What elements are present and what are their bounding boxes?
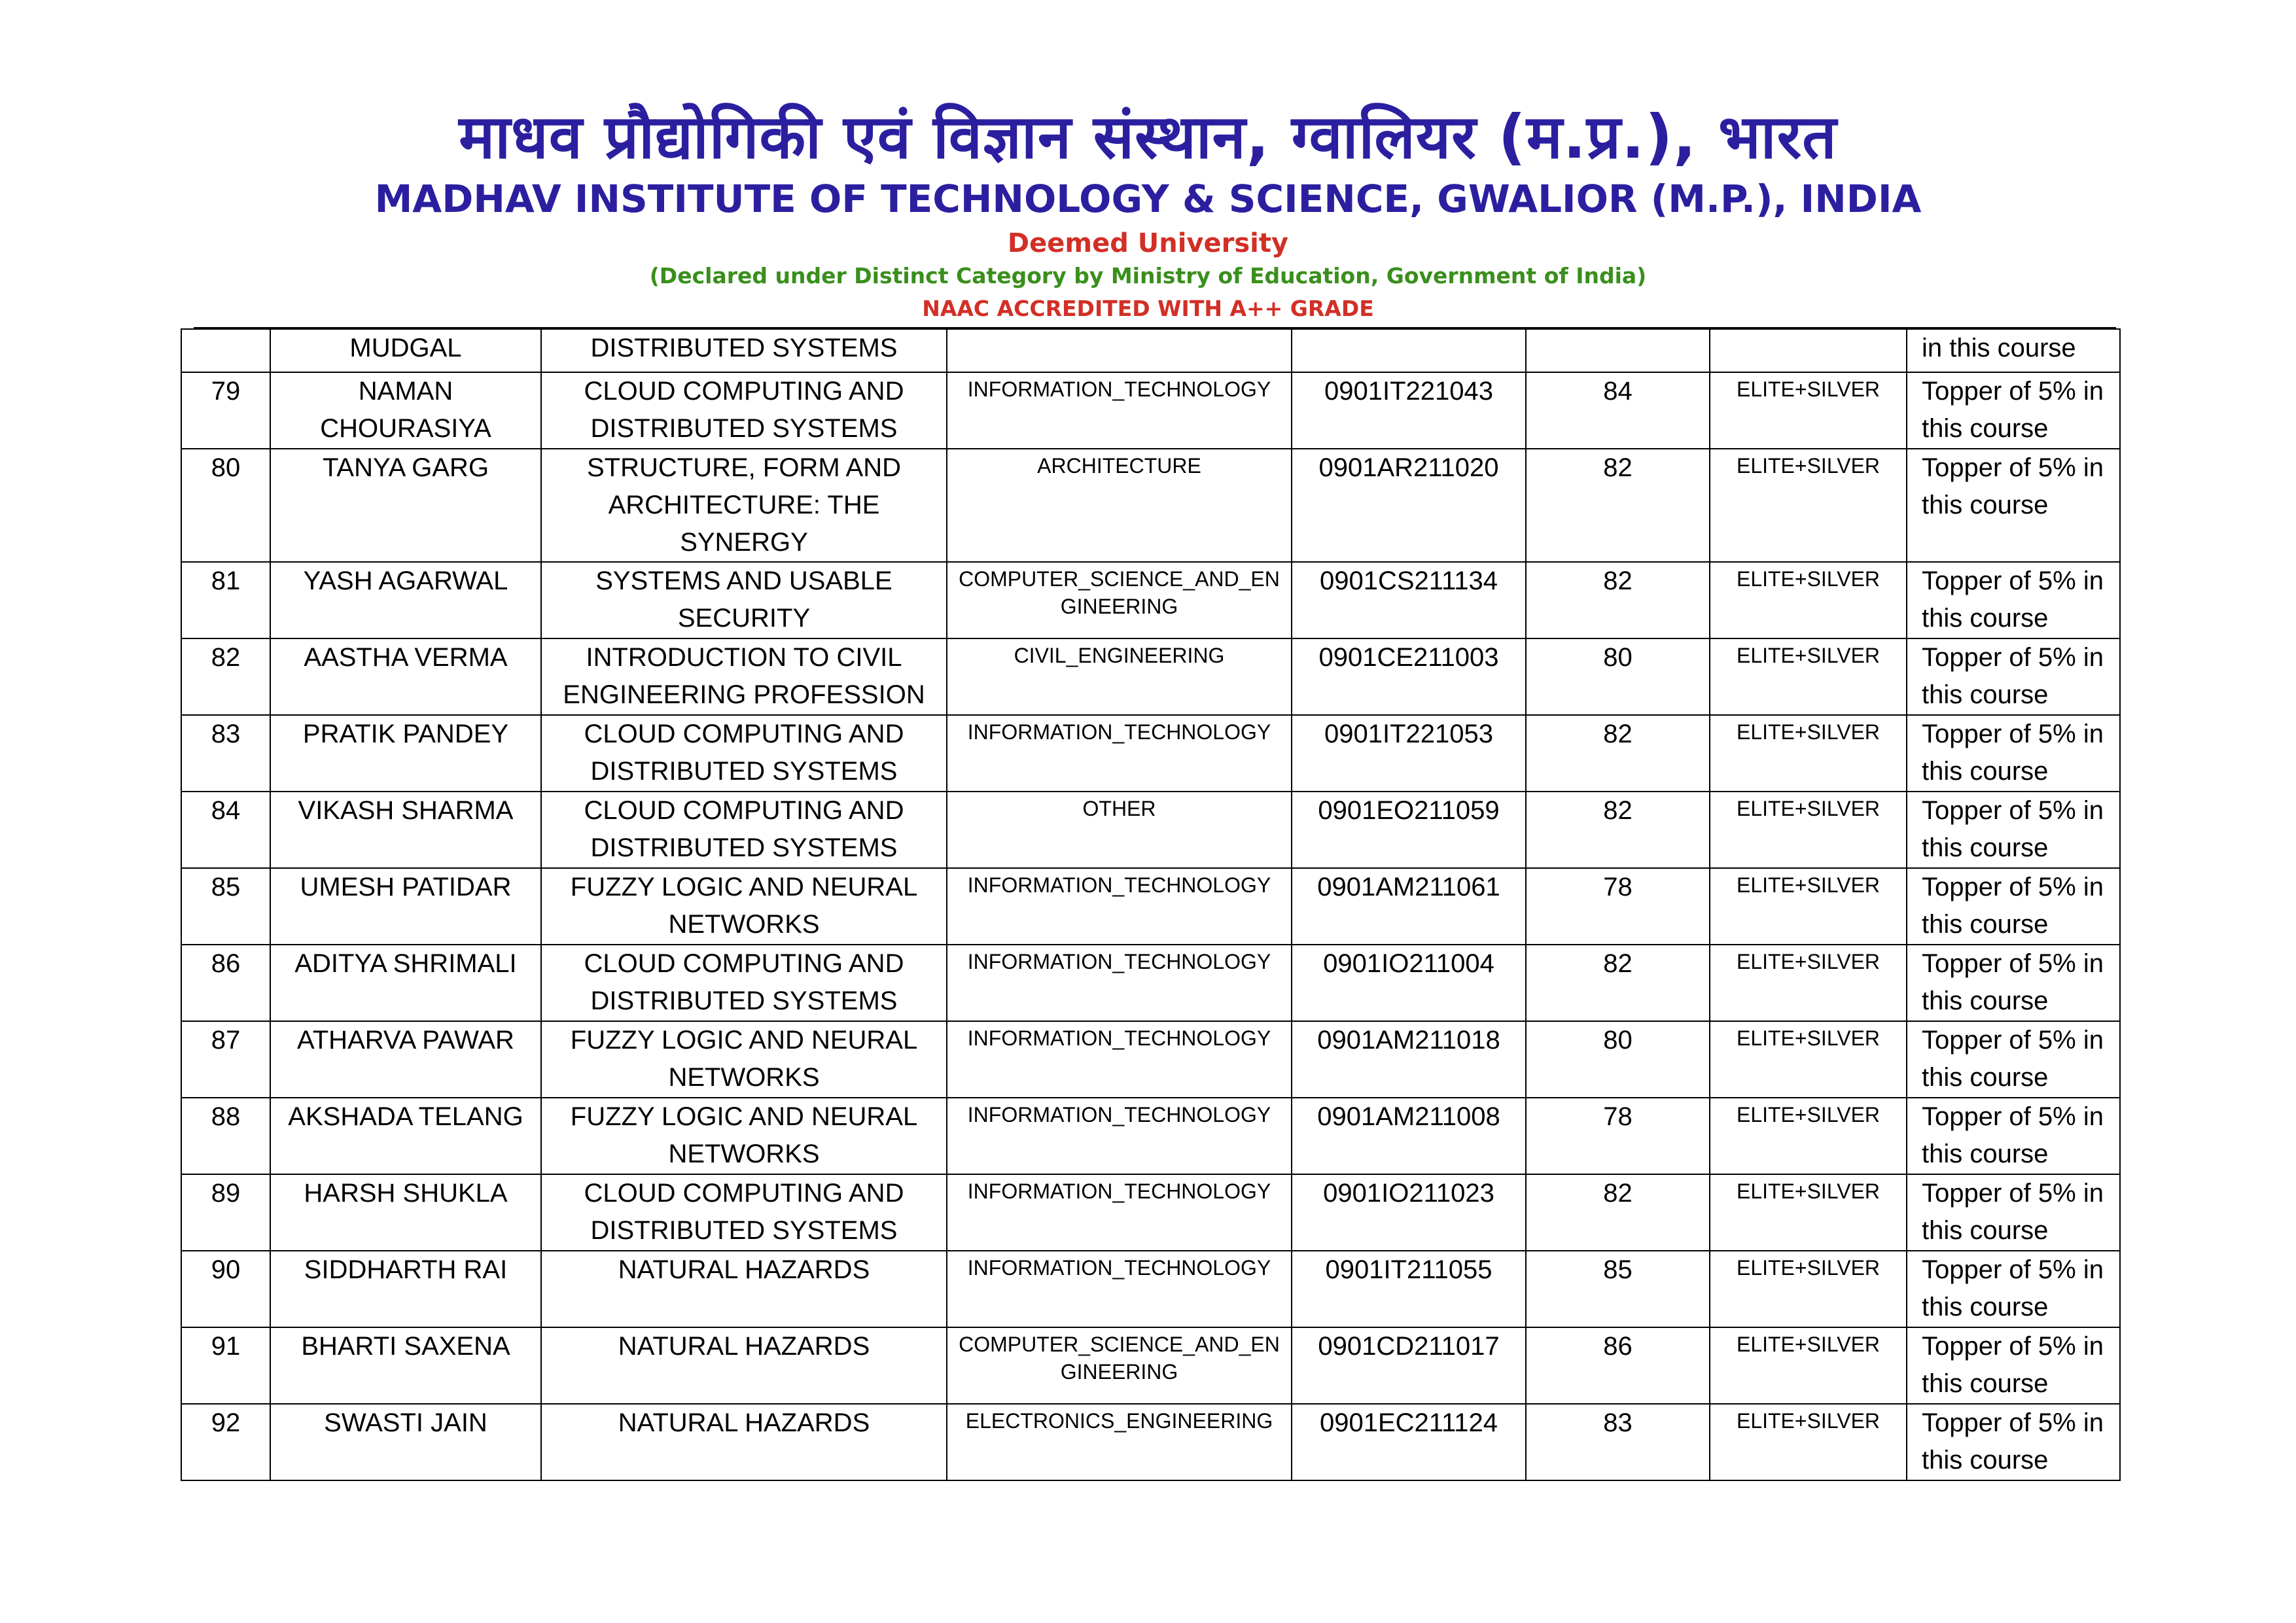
cell-remark: Topper of 5% in this course [1907,792,2120,868]
cell-enrollment: 0901IT221043 [1292,372,1526,449]
cell-remark: Topper of 5% in this course [1907,1404,2120,1480]
cell-enrollment: 0901CD211017 [1292,1327,1526,1404]
cell-sno: 88 [181,1098,270,1174]
cell-discipline: INFORMATION_TECHNOLOGY [947,1098,1292,1174]
cell-enrollment: 0901AM211061 [1292,868,1526,945]
cell-discipline [947,329,1292,372]
cell-certificate: ELITE+SILVER [1710,372,1907,449]
cell-sno: 91 [181,1327,270,1404]
cell-name: UMESH PATIDAR [270,868,541,945]
cell-discipline: OTHER [947,792,1292,868]
cell-sno: 89 [181,1174,270,1251]
cell-name: SIDDHARTH RAI [270,1251,541,1327]
cell-remark: Topper of 5% in this course [1907,638,2120,715]
table-row [181,449,2120,562]
cell-certificate: ELITE+SILVER [1710,1251,1907,1327]
table-row [181,1251,2120,1327]
cell-discipline: CIVIL_ENGINEERING [947,638,1292,715]
cell-course: CLOUD COMPUTING AND DISTRIBUTED SYSTEMS [541,372,947,449]
cell-name: PRATIK PANDEY [270,715,541,792]
cell-sno: 85 [181,868,270,945]
cell-sno: 79 [181,372,270,449]
table-row [181,792,2120,868]
cell-certificate: ELITE+SILVER [1710,1098,1907,1174]
cell-sno: 90 [181,1251,270,1327]
cell-certificate: ELITE+SILVER [1710,868,1907,945]
cell-score: 82 [1526,945,1710,1021]
cell-certificate: ELITE+SILVER [1710,562,1907,638]
cell-score: 85 [1526,1251,1710,1327]
institute-title-hindi: माधव प्रौद्योगिकी एवं विज्ञान संस्थान, ग्वालियर (म.प्र.), भारत [459,102,1837,172]
table-row [181,1327,2120,1404]
cell-enrollment: 0901CS211134 [1292,562,1526,638]
cell-name: AASTHA VERMA [270,638,541,715]
table-row [181,1098,2120,1174]
cell-certificate: ELITE+SILVER [1710,945,1907,1021]
cell-name: BHARTI SAXENA [270,1327,541,1404]
cell-enrollment: 0901CE211003 [1292,638,1526,715]
cell-score: 78 [1526,1098,1710,1174]
cell-certificate: ELITE+SILVER [1710,638,1907,715]
cell-certificate: ELITE+SILVER [1710,792,1907,868]
cell-course: CLOUD COMPUTING AND DISTRIBUTED SYSTEMS [541,945,947,1021]
cell-score [1526,329,1710,372]
cell-remark: Topper of 5% in this course [1907,372,2120,449]
cell-remark: Topper of 5% in this course [1907,1021,2120,1098]
cell-name: TANYA GARG [270,449,541,562]
cell-course: STRUCTURE, FORM AND ARCHITECTURE: THE SYNERGY [541,449,947,562]
institute-title-english: MADHAV INSTITUTE OF TECHNOLOGY & SCIENCE, GWALIOR (M.P.), INDIA [374,177,1922,221]
cell-sno: 86 [181,945,270,1021]
results-table [181,328,2121,1481]
cell-enrollment: 0901EC211124 [1292,1404,1526,1480]
cell-sno: 83 [181,715,270,792]
cell-discipline: INFORMATION_TECHNOLOGY [947,1251,1292,1327]
cell-sno [181,329,270,372]
table-row [181,638,2120,715]
cell-sno: 81 [181,562,270,638]
cell-remark: Topper of 5% in this course [1907,1251,2120,1327]
cell-course: FUZZY LOGIC AND NEURAL NETWORKS [541,1021,947,1098]
cell-course: CLOUD COMPUTING AND DISTRIBUTED SYSTEMS [541,1174,947,1251]
cell-remark: Topper of 5% in this course [1907,1098,2120,1174]
cell-name: SWASTI JAIN [270,1404,541,1480]
cell-name: ADITYA SHRIMALI [270,945,541,1021]
cell-name: ATHARVA PAWAR [270,1021,541,1098]
table-row [181,562,2120,638]
cell-sno: 82 [181,638,270,715]
cell-course: INTRODUCTION TO CIVIL ENGINEERING PROFESSION [541,638,947,715]
cell-name: YASH AGARWAL [270,562,541,638]
cell-name: MUDGAL [270,329,541,372]
cell-remark: Topper of 5% in this course [1907,868,2120,945]
cell-score: 80 [1526,1021,1710,1098]
cell-discipline: INFORMATION_TECHNOLOGY [947,1174,1292,1251]
table-row [181,372,2120,449]
cell-remark: in this course [1907,329,2120,372]
cell-certificate: ELITE+SILVER [1710,1021,1907,1098]
declaration-note: (Declared under Distinct Category by Ministry of Education, Government of India) [649,263,1647,288]
cell-enrollment: 0901AM211008 [1292,1098,1526,1174]
cell-certificate: ELITE+SILVER [1710,449,1907,562]
cell-score: 80 [1526,638,1710,715]
cell-enrollment: 0901AM211018 [1292,1021,1526,1098]
cell-remark: Topper of 5% in this course [1907,1174,2120,1251]
cell-enrollment: 0901AR211020 [1292,449,1526,562]
table-row [181,1404,2120,1480]
cell-name: VIKASH SHARMA [270,792,541,868]
cell-discipline: INFORMATION_TECHNOLOGY [947,945,1292,1021]
cell-score: 82 [1526,562,1710,638]
table-row [181,945,2120,1021]
table-row [181,1021,2120,1098]
cell-score: 83 [1526,1404,1710,1480]
cell-discipline: INFORMATION_TECHNOLOGY [947,372,1292,449]
cell-score: 82 [1526,792,1710,868]
cell-remark: Topper of 5% in this course [1907,945,2120,1021]
results-table-body [181,329,2120,1480]
cell-enrollment: 0901IT221053 [1292,715,1526,792]
cell-name: NAMAN CHOURASIYA [270,372,541,449]
cell-score: 82 [1526,1174,1710,1251]
deemed-university-label: Deemed University [1007,228,1289,258]
cell-remark: Topper of 5% in this course [1907,715,2120,792]
cell-discipline: INFORMATION_TECHNOLOGY [947,1021,1292,1098]
cell-enrollment [1292,329,1526,372]
cell-course: NATURAL HAZARDS [541,1404,947,1480]
cell-course: NATURAL HAZARDS [541,1327,947,1404]
cell-discipline: INFORMATION_TECHNOLOGY [947,715,1292,792]
cell-certificate: ELITE+SILVER [1710,1174,1907,1251]
cell-certificate [1710,329,1907,372]
naac-accreditation: NAAC ACCREDITED WITH A++ GRADE [922,296,1374,321]
table-row [181,1174,2120,1251]
cell-enrollment: 0901IO211023 [1292,1174,1526,1251]
table-row [181,715,2120,792]
cell-enrollment: 0901EO211059 [1292,792,1526,868]
cell-course: DISTRIBUTED SYSTEMS [541,329,947,372]
table-row [181,868,2120,945]
table-row-continued [181,329,2120,372]
cell-name: AKSHADA TELANG [270,1098,541,1174]
cell-enrollment: 0901IT211055 [1292,1251,1526,1327]
cell-remark: Topper of 5% in this course [1907,449,2120,562]
cell-course: CLOUD COMPUTING AND DISTRIBUTED SYSTEMS [541,792,947,868]
cell-score: 78 [1526,868,1710,945]
cell-score: 82 [1526,715,1710,792]
cell-remark: Topper of 5% in this course [1907,1327,2120,1404]
cell-discipline: INFORMATION_TECHNOLOGY [947,868,1292,945]
cell-sno: 84 [181,792,270,868]
cell-sno: 80 [181,449,270,562]
cell-course: CLOUD COMPUTING AND DISTRIBUTED SYSTEMS [541,715,947,792]
cell-sno: 87 [181,1021,270,1098]
cell-discipline: COMPUTER_SCIENCE_AND_EN GINEERING [947,1327,1292,1404]
cell-course: FUZZY LOGIC AND NEURAL NETWORKS [541,1098,947,1174]
cell-course: FUZZY LOGIC AND NEURAL NETWORKS [541,868,947,945]
cell-remark: Topper of 5% in this course [1907,562,2120,638]
cell-course: SYSTEMS AND USABLE SECURITY [541,562,947,638]
cell-course: NATURAL HAZARDS [541,1251,947,1327]
cell-certificate: ELITE+SILVER [1710,1327,1907,1404]
cell-enrollment: 0901IO211004 [1292,945,1526,1021]
cell-score: 82 [1526,449,1710,562]
cell-discipline: ARCHITECTURE [947,449,1292,562]
cell-discipline: ELECTRONICS_ENGINEERING [947,1404,1292,1480]
cell-certificate: ELITE+SILVER [1710,715,1907,792]
cell-score: 84 [1526,372,1710,449]
cell-name: HARSH SHUKLA [270,1174,541,1251]
cell-sno: 92 [181,1404,270,1480]
cell-score: 86 [1526,1327,1710,1404]
cell-discipline: COMPUTER_SCIENCE_AND_EN GINEERING [947,562,1292,638]
cell-certificate: ELITE+SILVER [1710,1404,1907,1480]
